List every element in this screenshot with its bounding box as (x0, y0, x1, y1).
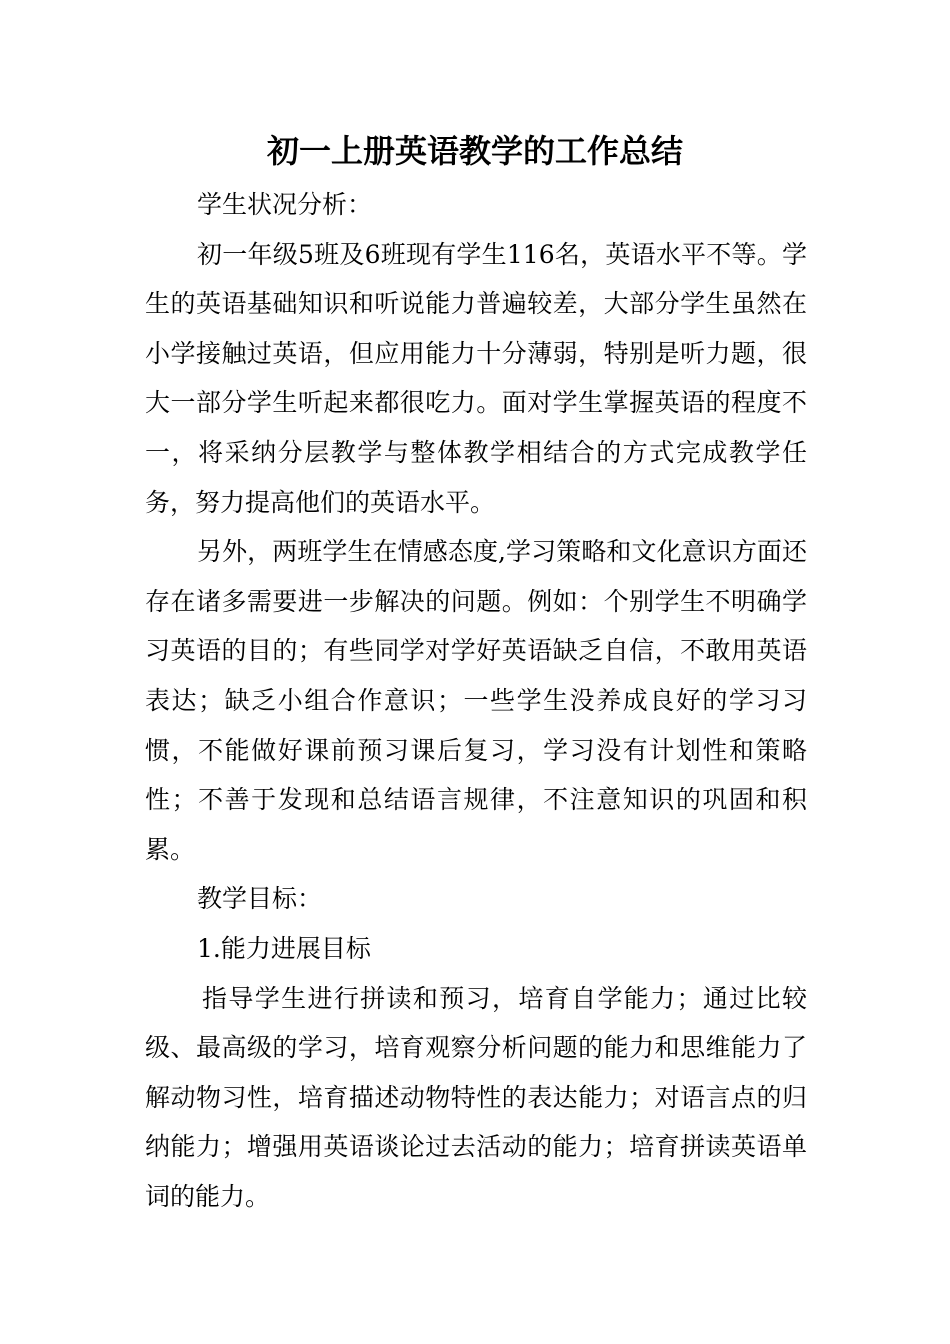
document-title: 初一上册英语教学的工作总结 (266, 132, 683, 170)
subsection-heading-ability-goals: 1.能力进展目标 (197, 933, 371, 963)
section-heading-student-analysis: 学生状况分析： (197, 190, 373, 219)
paragraph-student-level: 初一年级5班及6班现有学生116名，英语水平不等。学生的英语基础知识和听说能力普遍较差，大部分学生虽然在小学接触过英语，但应用能力十分薄弱，特别是听力题，很大一部分学生听起来都很吃力。面对学生掌握英语的程度不一，将采纳分层教学与整体教学相结合的方式完成教学任务，努力提高他们的英语水平。 (145, 239, 807, 517)
paragraph-ability-goals: 指导学生进行拼读和预习，培育自学能力；通过比较级、最高级的学习，培育观察分析问题的能力和思维能力了解动物习性，培育描述动物特性的表达能力；对语言点的归纳能力；增强用英语谈论过去活动的能力；培育拼读英语单词的能力。 (145, 983, 807, 1211)
document-body (145, 180, 807, 1221)
paragraph-student-problems: 另外，两班学生在情感态度,学习策略和文化意识方面还存在诸多需要进一步解决的问题。例如：个别学生不明确学习英语的目的；有些同学对学好英语缺乏自信，不敢用英语表达；缺乏小组合作意识；一些学生没养成良好的学习习惯，不能做好课前预习课后复习，学习没有计划性和策略性；不善于发现和总结语言规律，不注意知识的巩固和积累。 (145, 537, 807, 864)
section-heading-teaching-goals: 教学目标： (197, 884, 323, 914)
